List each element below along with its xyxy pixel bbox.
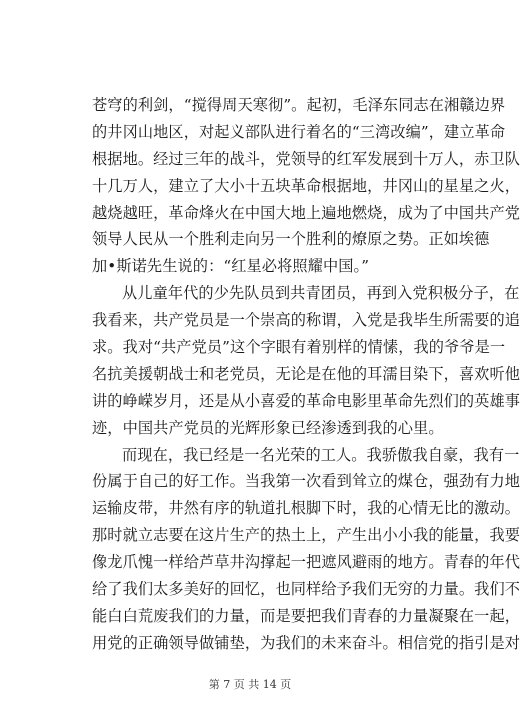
text-line: 给了我们太多美好的回忆，也同样给予我们无穷的力量。我们不: [92, 580, 520, 599]
page-footer: 第 7 页 共 14 页: [208, 678, 292, 691]
document-body: [92, 92, 520, 657]
text-line: 用党的正确领导做铺垫，为我们的未来奋斗。相信党的指引是对: [92, 633, 520, 652]
text-line: 讲的峥嵘岁月，还是从小喜爱的革命电影里革命先烈们的英雄事: [92, 391, 520, 410]
text-line: 份属于自己的好工作。当我第一次看到耸立的煤仓，强劲有力地: [92, 472, 520, 491]
text-line: 我看来，共产党员是一个崇高的称谓，入党是我毕生所需要的追: [92, 311, 520, 330]
text-line: 像龙爪愧一样给芦草井沟撑起一把遮风避雨的地方。青春的年代: [92, 553, 520, 572]
text-line: 名抗美援朝战士和老党员，无论是在他的耳濡目染下，喜欢听他: [92, 364, 520, 383]
text-line: 苍穹的利剑，“搅得周天寒彻”。起初，毛泽东同志在湘赣边界: [92, 96, 506, 114]
text-line: 迹，中国共产党员的光辉形象已经渗透到我的心里。: [92, 418, 444, 437]
text-line: 的井冈山地区，对起义部队进行着名的“三湾改编”，建立革命: [92, 122, 506, 141]
text-line: 求。我对“共产党员”这个字眼有着别样的情愫，我的爷爷是一: [92, 338, 506, 357]
text-line: 加•斯诺先生说的：“红星必将照耀中国。”: [92, 257, 370, 276]
text-line: 领导人民从一个胜利走向另一个胜利的燎原之势。正如埃德: [92, 230, 490, 249]
text-line: 越烧越旺，革命烽火在中国大地上遍地燃烧，成为了中国共产党: [92, 203, 520, 222]
text-line: 那时就立志要在这片生产的热土上，产生出小小我的能量，我要: [92, 526, 520, 545]
text-line: 十几万人，建立了大小十五块革命根据地，井冈山的星星之火，: [92, 176, 520, 195]
text-line: 从儿童年代的少先队员到共青团员，再到入党积极分子，在: [122, 284, 520, 303]
text-line: 而现在，我已经是一名光荣的工人。我骄傲我自豪，我有一: [122, 445, 520, 464]
text-line: 根据地。经过三年的战斗，党领导的红军发展到十万人，赤卫队: [92, 149, 520, 168]
text-line: 能白白荒废我们的力量，而是要把我们青春的力量凝聚在一起，: [92, 606, 520, 625]
text-line: 运输皮带，井然有序的轨道扎根脚下时，我的心情无比的激动。: [92, 499, 520, 518]
